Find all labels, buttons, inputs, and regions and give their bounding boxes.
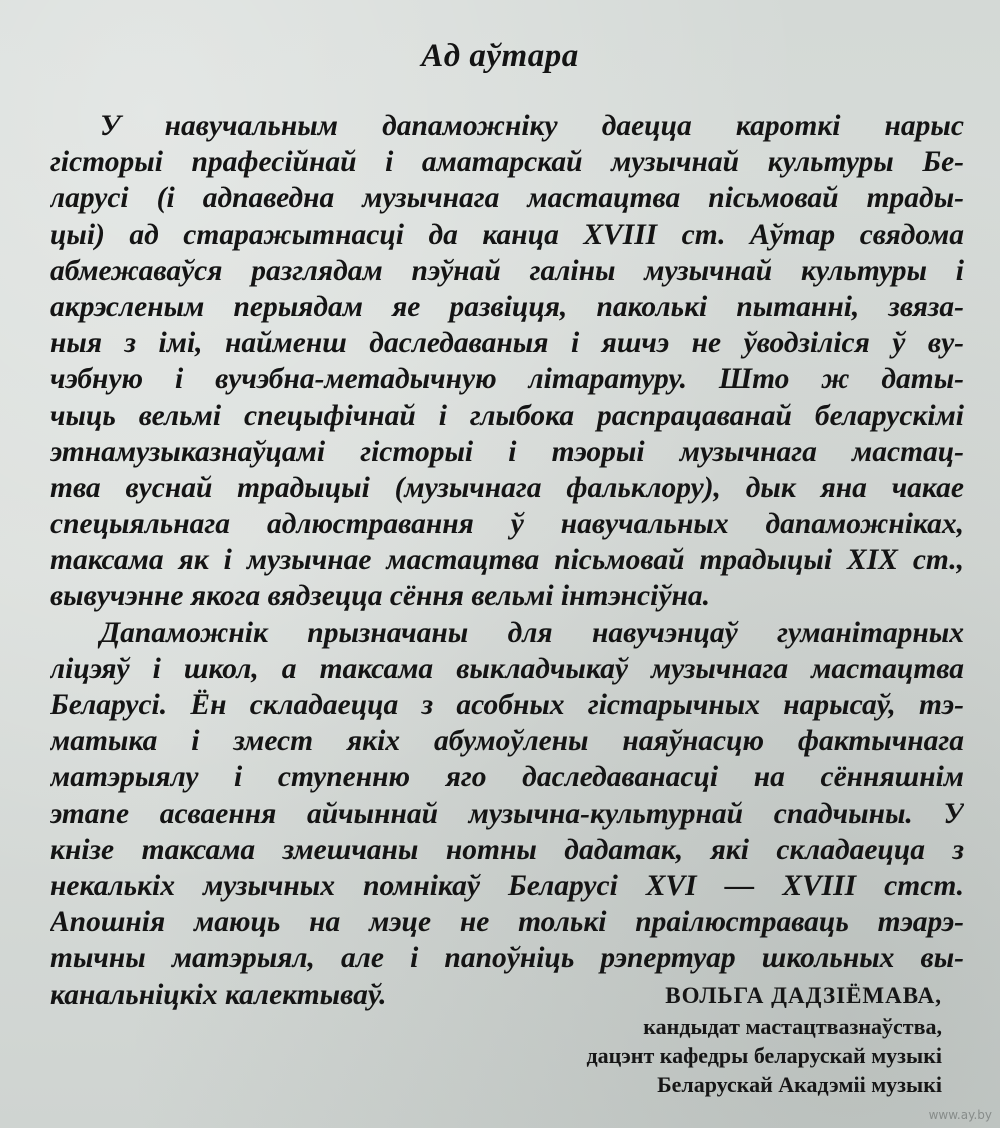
author-institution: Беларускай Акадэміі музыкі (657, 1072, 942, 1097)
text-line: тва вуснай традыцыі (музычнага фальклору), дык яна чакае (50, 471, 964, 504)
page-title: Ад аўтара (421, 38, 579, 74)
text-line: У навучальным дапаможніку даецца кароткі нарыс (100, 110, 964, 142)
text-line: гісторыі прафесійнай і аматарскай музычнай культуры Бе- (50, 146, 964, 179)
text-line: кнізе таксама змешчаны нотны дадатак, які складаецца з (50, 833, 964, 866)
text-line: матыка і змест якіх абумоўлены наяўнасцю фактычнага (50, 725, 964, 758)
text-line: этнамузыказнаўцамі гісторыі і тэорыі музычнага мастац- (50, 435, 964, 468)
text-line: чыць вельмі спецыфічнай і глыбока распрацаванай беларускімі (50, 399, 964, 432)
text-line: ныя з імі, найменш даследаваныя і яшчэ не ўводзіліся ў ву- (50, 327, 964, 360)
text-line: этапе асваення айчыннай музычна-культурнай спадчыны. У (50, 797, 964, 830)
text-line: вывучэнне якога вядзецца сёння вельмі інтэнсіўна. (50, 580, 710, 613)
text-line: ларусі (і адпаведна музычнага мастацтва пісьмовай трады- (50, 182, 964, 215)
text-line: тычны матэрыял, але і папоўніць рэпертуар школьных вы- (50, 942, 964, 975)
text-line: канальніцкіх калектываў. (50, 978, 387, 1011)
text-line: абмежаваўся разглядам пэўнай галіны музычнай культуры і (50, 254, 964, 287)
paragraph-2 (50, 615, 964, 1013)
author-signature (586, 980, 942, 1099)
text-line: Апошнія маюць на мэце не толькі праілюстраваць тэарэ- (50, 906, 964, 939)
text-line: таксама як і музычнае мастацтва пісьмовай традыцыі XIX ст., (50, 544, 964, 577)
author-degree: кандыдат мастацтвазнаўства, (643, 1014, 942, 1039)
site-watermark: www.ay.by (928, 1108, 992, 1122)
text-line: чэбную і вучэбна-метадычную літаратуру. Што ж даты- (50, 363, 964, 396)
text-line: Дапаможнік прызначаны для навучэнцаў гуманітарных (100, 616, 964, 649)
author-name: ВОЛЬГА ДАДЗІЁМАВА, (665, 983, 942, 1008)
preface-text (50, 108, 964, 1013)
text-line: некалькіх музычных помнікаў Беларусі XVI — XVIII стст. (50, 869, 964, 902)
text-line: цыі) ад старажытнасці да канца XVIII ст. Аўтар свядома (50, 218, 964, 251)
author-position: дацэнт кафедры беларускай музыкі (586, 1043, 942, 1068)
text-line: ліцэяў і школ, а таксама выкладчыкаў музычнага мастацтва (50, 652, 964, 685)
text-line: матэрыялу і ступенню яго даследаванасці на сённяшнім (50, 761, 964, 794)
text-line: Беларусі. Ён складаецца з асобных гістарычных нарысаў, тэ- (50, 689, 964, 721)
text-line: спецыяльнага адлюстравання ў навучальных дапаможніках, (50, 508, 964, 541)
paragraph-1 (50, 108, 964, 615)
text-line: акрэсленым перыядам яе развіцця, паколькі пытанні, звяза- (50, 290, 964, 323)
